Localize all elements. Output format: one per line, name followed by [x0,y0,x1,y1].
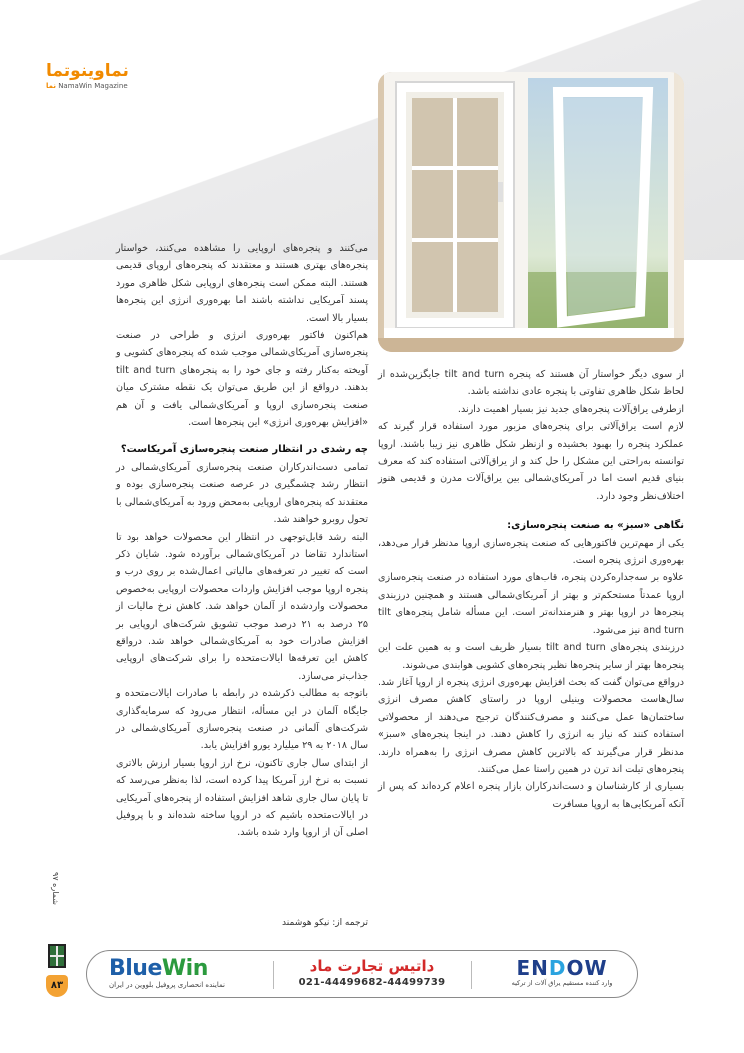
paragraph: تمامی دست‌اندرکاران صنعت پنجره‌سازی آمریکای‌شمالی در انتظار رشد چشمگیری در عرصه صنعت پنجره‌سازی بوده و معتقدند که پنجره‌های اروپایی به‌محض ورود به آمریکای‌شمالی با تحول روبرو خواهند شد. [116,461,368,526]
paragraph: درزبندی پنجره‌های tilt and turn بسیار ظریف است و به همین علت این پنجره‌ها بهتر از سایر پنجره‌ها نظیر پنجره‌های کشویی هوابندی می‌شوند. [378,642,684,671]
issue-label: شماره ۹۷ [51,872,60,905]
section-heading-green: نگاهی «سبز» به صنعت پنجره‌سازی: [507,520,684,532]
paragraph: درواقع می‌توان گفت که بحث افزایش بهره‌وری انرژی پنجره از اروپا آغاز شد. سال‌هاست محصولات وینیلی اروپا در راستای کاهش مصرف انرژی ساختمان‌ها عمل می‌کنند و مصرف‌کنندگان ترجیح می‌دهند از محصولاتی استفاده کنند که نیاز به انرژی را کاهش دهند. در اینجا پنجره‌های «سبز» مدنظر قرار می‌گیرند که بالاترین کاهش مصرف انرژی را به‌همراه دارند. پنجره‌های تیلت اند ترن در همین راستا عمل می‌کنند. [378,676,684,775]
bluewin-ad[interactable] [109,957,269,993]
paragraph: باتوجه به مطالب ذکرشده در رابطه با صادرات ایالات‌متحده و جایگاه آلمان در این مسأله، انتظار می‌رود که سرمایه‌گذاری شرکت‌های آلمانی در صنعت پنجره‌سازی آمریکای‌شمالی در سال ۲۰۱۸ به ۲۹ میلیارد یورو افزایش یابد. [116,688,368,752]
paragraph: هم‌اکنون فاکتور بهره‌وری انرژی و طراحی در صنعت پنجره‌سازی آمریکای‌شمالی موجب شده که پنجره‌های کشویی و آویخته به‌کنار رفته و جای خود را به پنجره‌های tilt and turn بدهند. درواقع از این طریق می‌توان یک نقطه مشترک میان صنعت پنجره‌سازی اروپا و آمریکای‌شمالی یافت و آن هم «افزایش بهره‌وری انرژی» این پنجره‌ها است. [116,330,369,429]
tilt-turn-window-illustration [378,72,684,352]
datis-title: داتیس تجارت ماد [309,957,435,975]
paragraph: بسیاری از کارشناسان و دست‌اندرکاران بازار پنجره اعلام کرده‌اند که پس از آنکه آمریکایی‌ها به اروپا مسافرت [378,781,684,810]
paragraph: می‌کنند و پنجره‌های اروپایی را مشاهده می‌کنند، خواستار پنجره‌های بهتری هستند و معتقدند که پنجره‌های اروپای قدیمی هستند. البته ممکن است پنجره‌های اروپایی شکل ظاهری مورد پسند آمریکایی نداشته باشند اما بهره‌وری انرژی این پنجره‌ها بسیار بالا است. [116,243,368,324]
article-right-column [378,366,684,813]
paragraph: علاوه بر سه‌جداره‌کردن پنجره، قاب‌های مورد استفاده در صنعت پنجره‌سازی اروپا عمدتاً مستحکم‌تر و بهتر از آمریکای‌شمالی هستند و همچنین درزبندی پنجره‌ها در اروپا بهتر و هنرمندانه‌تر است. این مسأله شامل پنجره‌های tilt and turn نیز می‌شود. [378,572,684,636]
endow-logo: ENDOW [516,956,608,980]
ad-divider [273,961,274,989]
bluewin-tagline: نماینده انحصاری پروفیل بلووین در ایران [109,981,225,989]
section-heading-growth: چه رشدی در انتظار صنعت پنجره‌سازی آمریکاست؟ [120,444,368,456]
endow-ad[interactable] [497,957,627,993]
paragraph: البته رشد قابل‌توجهی در انتظار این محصولات خواهد بود تا استاندارد تقاضا در آمریکای‌شمالی برآورده شود. شایان ذکر است که تغییر در تعرفه‌های مالیاتی اعمال‌شده بر روی درب و پنجره اروپا موجب افزایش واردات محصولات اروپایی به‌خصوص محصولات وارد‌شده از آلمان خواهد شد. کاهش نرخ مالیات از ۲۵ درصد به ۲۱ درصد موجب تشویق شرکت‌های اروپایی بر افزایش صادرات خود به آمریکای‌شمالی خواهد شد. درواقع کاهش این تعرفه‌ها ایالات‌متحده را برای شرکت‌های اروپایی جذاب‌تر می‌سازد. [116,531,368,682]
window-icon [48,944,66,968]
article-left-column [116,240,368,842]
paragraph: از سوی دیگر خواستار آن هستند که پنجره tilt and turn جایگزین‌شده از لحاظ شکل ظاهری تفاوتی با پنجره عادی نداشته باشد. [378,369,685,398]
logo-sub-prefix: نما [46,82,56,90]
bluewin-logo: BlueWin [109,956,208,981]
datis-phone: 021-44499682-44499739 [298,977,446,988]
magazine-logo [46,60,171,96]
paragraph: ازطرفی یراق‌آلات پنجره‌های جدید نیز بسیار اهمیت دارند. [457,403,684,415]
sponsor-ad-bar[interactable] [86,950,638,998]
logo-subtitle: NamaWin Magazine [58,82,128,90]
datis-ad[interactable] [292,956,452,994]
page-number: ۸۳ [46,975,68,997]
endow-tagline: وارد کننده مستقیم یراق آلات از ترکیه [511,979,613,987]
gear-icon: D [548,956,567,980]
paragraph: لازم است یراق‌آلاتی برای پنجره‌های مزبور مورد استفاده قرار گیرند که عملکرد پنجره را بهبود بخشیده و ازنظر شکل ظاهری نیز زیبا باشند. اروپا توانسته به‌راحتی این مشکل را حل کند و از یراق‌آلاتی استفاده کند که معرف بنیای قدیم است اما در آمریکای‌شمالی بین یراق‌آلات مدرن و قدیمی هنوز اختلاف‌نظر وجود دارد. [378,421,684,502]
translator-credit: ترجمه از: نیکو هوشمند [282,918,368,928]
logo-wordmark: نماوینو‌تما [46,61,129,81]
paragraph: از ابتدای سال جاری تاکنون، نرخ ارز اروپا بسیار ارزش بالاتری نسبت به نرخ ارز آمریکا پیدا کرده است، لذا به‌نظر می‌رسد که تا پایان سال جاری شاهد افزایش استفاده از پنجره‌های آمریکایی در ایالات‌متحده باشیم که در اروپا ساخته شده‌اند و با پروفیل اصلی آن از اروپا وارد شده باشد. [116,757,368,839]
window-photo [378,72,684,352]
paragraph: یکی از مهم‌ترین فاکتورهایی که صنعت پنجره‌سازی اروپا مدنظر قرار می‌دهد، بهره‌وری انرژی پنجره است. [378,537,684,567]
ad-divider [471,961,472,989]
